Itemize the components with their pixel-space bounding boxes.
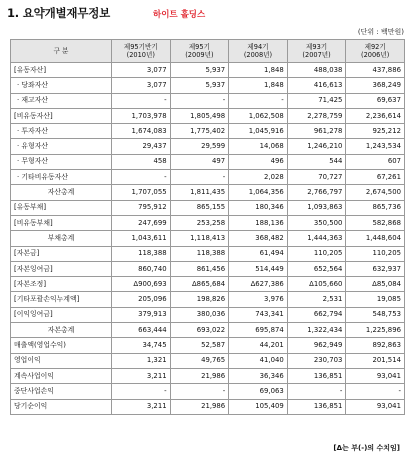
table-cell: 2,531 (287, 292, 346, 307)
table-cell: 1,848 (229, 78, 288, 93)
row-label: [비유동부채] (11, 215, 112, 230)
table-cell: 1,045,916 (229, 124, 288, 139)
table-cell: 437,886 (346, 63, 405, 78)
table-cell: 49,765 (170, 353, 229, 368)
table-cell: 961,278 (287, 124, 346, 139)
table-cell: - (229, 93, 288, 108)
table-row (11, 93, 405, 108)
table-cell: 180,346 (229, 200, 288, 215)
table-row (11, 323, 405, 338)
table-cell: 34,745 (112, 338, 171, 353)
table-cell: 368,482 (229, 231, 288, 246)
table-cell: 1,322,434 (287, 323, 346, 338)
table-cell: 1,703,978 (112, 108, 171, 123)
table-cell: 136,851 (287, 399, 346, 414)
table-cell: 93,041 (346, 399, 405, 414)
table-cell: 861,456 (170, 261, 229, 276)
table-cell: 1,062,508 (229, 108, 288, 123)
table-cell: - (170, 93, 229, 108)
table-row (11, 154, 405, 169)
table-cell: - (112, 384, 171, 399)
table-cell: - (170, 170, 229, 185)
row-label: [유동자산] (11, 63, 112, 78)
table-cell: 514,449 (229, 261, 288, 276)
table-cell: 1,707,055 (112, 185, 171, 200)
table-cell: 93,041 (346, 368, 405, 383)
row-label: [자본잉여금] (11, 261, 112, 276)
table-cell: - (112, 170, 171, 185)
row-label: [자본조정] (11, 277, 112, 292)
table-cell: 201,514 (346, 353, 405, 368)
table-cell: 29,599 (170, 139, 229, 154)
row-label: 계속사업이익 (11, 368, 112, 383)
table-cell: 458 (112, 154, 171, 169)
header-period-95h: 제95기반기 (2010년) (112, 40, 171, 63)
table-cell: 188,136 (229, 215, 288, 230)
table-cell: 36,346 (229, 368, 288, 383)
table-cell: 1,848 (229, 63, 288, 78)
table-cell: 1,043,611 (112, 231, 171, 246)
table-cell: 2,766,797 (287, 185, 346, 200)
table-row (11, 338, 405, 353)
table-row (11, 139, 405, 154)
table-cell: - (112, 93, 171, 108)
table-cell: - (170, 384, 229, 399)
table-row (11, 108, 405, 123)
table-row (11, 124, 405, 139)
table-cell: 1,805,498 (170, 108, 229, 123)
row-label: [자본금] (11, 246, 112, 261)
row-label: · 투자자산 (11, 124, 112, 139)
table-cell: 1,811,435 (170, 185, 229, 200)
table-cell: 70,727 (287, 170, 346, 185)
table-cell: 743,341 (229, 307, 288, 322)
table-cell: 379,913 (112, 307, 171, 322)
table-cell: 695,874 (229, 323, 288, 338)
table-cell: 14,068 (229, 139, 288, 154)
table-cell: 925,212 (346, 124, 405, 139)
table-cell: 488,038 (287, 63, 346, 78)
table-cell: 61,494 (229, 246, 288, 261)
table-cell: 21,986 (170, 399, 229, 414)
header-period-94: 제94기 (2008년) (229, 40, 288, 63)
table-row (11, 185, 405, 200)
table-row (11, 353, 405, 368)
table-row (11, 63, 405, 78)
table-cell: 3,077 (112, 63, 171, 78)
table-cell: 1,225,896 (346, 323, 405, 338)
table-cell: 1,448,604 (346, 231, 405, 246)
table-cell: 496 (229, 154, 288, 169)
table-cell: 5,937 (170, 78, 229, 93)
table-cell: 253,258 (170, 215, 229, 230)
row-label: 자본총계 (11, 323, 112, 338)
footnote: [Δ는 부(-)의 수치임] (333, 444, 400, 452)
table-cell: - (287, 384, 346, 399)
row-label: 부채총계 (11, 231, 112, 246)
table-cell: 2,674,500 (346, 185, 405, 200)
table-cell: 416,613 (287, 78, 346, 93)
table-cell: 860,740 (112, 261, 171, 276)
table-cell: 110,205 (346, 246, 405, 261)
row-label: 중단사업손익 (11, 384, 112, 399)
table-cell: 247,699 (112, 215, 171, 230)
table-cell: 368,249 (346, 78, 405, 93)
table-cell: 1,674,083 (112, 124, 171, 139)
table-row (11, 307, 405, 322)
header-period-93: 제93기 (2007년) (287, 40, 346, 63)
table-cell: 663,444 (112, 323, 171, 338)
header-period-95: 제95기 (2009년) (170, 40, 229, 63)
table-cell: 693,022 (170, 323, 229, 338)
table-cell: 962,949 (287, 338, 346, 353)
table-row (11, 231, 405, 246)
row-label: · 기타비유동자산 (11, 170, 112, 185)
table-cell: Δ865,684 (170, 277, 229, 292)
table-cell: 548,753 (346, 307, 405, 322)
table-cell: 1,775,402 (170, 124, 229, 139)
row-label: 당기순이익 (11, 399, 112, 414)
table-cell: 544 (287, 154, 346, 169)
unit-note: (단위 : 백만원) (357, 28, 404, 36)
table-cell: 350,500 (287, 215, 346, 230)
row-label: 매출액(영업수익) (11, 338, 112, 353)
table-cell: 2,278,759 (287, 108, 346, 123)
row-label: 영업이익 (11, 353, 112, 368)
table-cell: 380,036 (170, 307, 229, 322)
table-cell: 3,976 (229, 292, 288, 307)
table-cell: 582,868 (346, 215, 405, 230)
table-cell: Δ900,693 (112, 277, 171, 292)
row-label: · 유형자산 (11, 139, 112, 154)
table-cell: 865,155 (170, 200, 229, 215)
row-label: · 당좌자산 (11, 78, 112, 93)
table-cell: 29,437 (112, 139, 171, 154)
table-cell: 2,028 (229, 170, 288, 185)
row-label: · 재고자산 (11, 93, 112, 108)
company-name: 하이트 홀딩스 (153, 10, 206, 20)
table-cell: 136,851 (287, 368, 346, 383)
table-row (11, 246, 405, 261)
table-cell: Δ627,386 (229, 277, 288, 292)
table-row (11, 277, 405, 292)
table-row (11, 200, 405, 215)
table-cell: 5,937 (170, 63, 229, 78)
table-cell: 230,703 (287, 353, 346, 368)
table-cell: 652,564 (287, 261, 346, 276)
table-cell: 44,201 (229, 338, 288, 353)
financial-summary-table (10, 39, 405, 415)
table-cell: 71,425 (287, 93, 346, 108)
table-cell: 105,409 (229, 399, 288, 414)
table-cell: 2,236,614 (346, 108, 405, 123)
table-cell: 607 (346, 154, 405, 169)
table-cell: 110,205 (287, 246, 346, 261)
table-cell: 3,211 (112, 368, 171, 383)
table-cell: 67,261 (346, 170, 405, 185)
table-cell: 1,321 (112, 353, 171, 368)
table-header-row (11, 40, 405, 63)
table-cell: 1,246,210 (287, 139, 346, 154)
table-cell: 41,040 (229, 353, 288, 368)
table-cell: 3,077 (112, 78, 171, 93)
table-cell: 1,064,356 (229, 185, 288, 200)
table-row (11, 368, 405, 383)
table-cell: 632,937 (346, 261, 405, 276)
table-cell: 1,444,363 (287, 231, 346, 246)
page-title: 1. 요약개별재무정보 (7, 6, 111, 20)
table-cell: - (346, 384, 405, 399)
table-row (11, 292, 405, 307)
row-label: · 무형자산 (11, 154, 112, 169)
table-cell: 662,794 (287, 307, 346, 322)
row-label: [유동부채] (11, 200, 112, 215)
row-label: [기타포괄손익누계액] (11, 292, 112, 307)
table-cell: 52,587 (170, 338, 229, 353)
table-cell: 21,986 (170, 368, 229, 383)
table-cell: 118,388 (112, 246, 171, 261)
header-period-92: 제92기 (2006년) (346, 40, 405, 63)
table-cell: 205,096 (112, 292, 171, 307)
table-cell: Δ105,660 (287, 277, 346, 292)
table-cell: 497 (170, 154, 229, 169)
table-cell: 865,736 (346, 200, 405, 215)
row-label: 자산총계 (11, 185, 112, 200)
table-row (11, 384, 405, 399)
table-cell: 69,063 (229, 384, 288, 399)
table-cell: 69,637 (346, 93, 405, 108)
table-row (11, 215, 405, 230)
table-row (11, 399, 405, 414)
header-category: 구 분 (11, 40, 112, 63)
table-cell: 1,243,534 (346, 139, 405, 154)
table-cell: 795,912 (112, 200, 171, 215)
table-cell: Δ85,084 (346, 277, 405, 292)
row-label: [이익잉여금] (11, 307, 112, 322)
table-cell: 19,085 (346, 292, 405, 307)
table-row (11, 78, 405, 93)
table-cell: 3,211 (112, 399, 171, 414)
table-cell: 1,118,413 (170, 231, 229, 246)
row-label: [비유동자산] (11, 108, 112, 123)
table-cell: 118,388 (170, 246, 229, 261)
table-row (11, 261, 405, 276)
table-cell: 1,093,863 (287, 200, 346, 215)
table-cell: 198,826 (170, 292, 229, 307)
table-row (11, 170, 405, 185)
table-cell: 892,863 (346, 338, 405, 353)
